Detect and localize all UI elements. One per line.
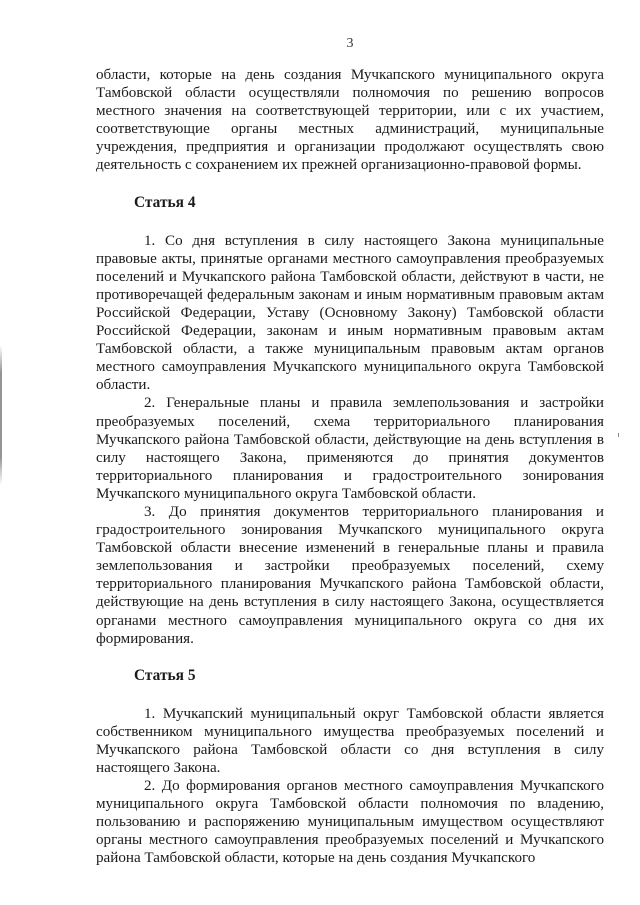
page-number: 3	[346, 36, 354, 51]
spacer	[96, 648, 604, 667]
spacer	[96, 175, 604, 194]
article-heading-4: Статья 4	[134, 193, 196, 211]
spacer	[96, 685, 604, 705]
scan-edge-mark	[0, 345, 2, 485]
article-4-paragraph-2: 2. Генеральные планы и правила землепользования и застройки преобразуемых поселений, схема территориального планирования Мучкапского района Тамбовской области, действующие на день вступления в силу настоящего Закона, применяются до принятия документов территориального планирования и градостроительного зонирования Мучкапского муниципального округа Тамбовской области.	[96, 395, 604, 502]
spacer	[96, 212, 604, 232]
article-5-paragraph-2: 2. До формирования органов местного самоуправления Мучкапского муниципального округа Тамбовской области полномочия по владению, пользованию и распоряжению муниципальным имуществом осуществляют органы местного самоуправления преобразуемых поселений и Мучкапского района Тамбовской области, которые на день создания Мучкапского	[96, 778, 604, 867]
paragraph-continuation: области, которые на день создания Мучкапского муниципального округа Тамбовской области осуществляли полномочия по решению вопросов местного значения на соответствующей территории, или с их участием, соответствующие органы местных администраций, муниципальные учреждения, предприятия и организации продолжают осуществлять свою деятельность с сохранением их прежней организационно-правовой формы.	[96, 67, 604, 174]
article-heading-5: Статья 5	[134, 666, 196, 684]
article-5-paragraph-1: 1. Мучкапский муниципальный округ Тамбовской области является собственником муниципального имущества преобразуемых поселений и Мучкапского района Тамбовской области со дня вступления в силу настоящего Закона.	[96, 705, 604, 776]
document-body	[96, 66, 604, 868]
scan-speck	[618, 433, 619, 437]
article-4-paragraph-3: 3. До принятия документов территориального планирования и градостроительного зонирования Мучкапского муниципального округа Тамбовской области внесение изменений в генеральные планы и правила землепользования и застройки преобразуемых поселений, схему территориального планирования Мучкапского района Тамбовской области, действующие на день вступления в силу настоящего Закона, осуществляется органами местного самоуправления муниципального округа со дня их формирования.	[96, 503, 604, 647]
article-4-paragraph-1: 1. Со дня вступления в силу настоящего Закона муниципальные правовые акты, принятые органами местного самоуправления преобразуемых поселений и Мучкапского района Тамбовской области, действуют в части, не противоречащей федеральным законам и иным нормативным правовым актам Российской Федерации, Уставу (Основному Закону) Тамбовской области Российской Федерации, законам и иным нормативным правовым актам Тамбовской области, а также муниципальным правовым актам органов местного самоуправления Мучкапского муниципального округа Тамбовской области.	[96, 232, 604, 394]
